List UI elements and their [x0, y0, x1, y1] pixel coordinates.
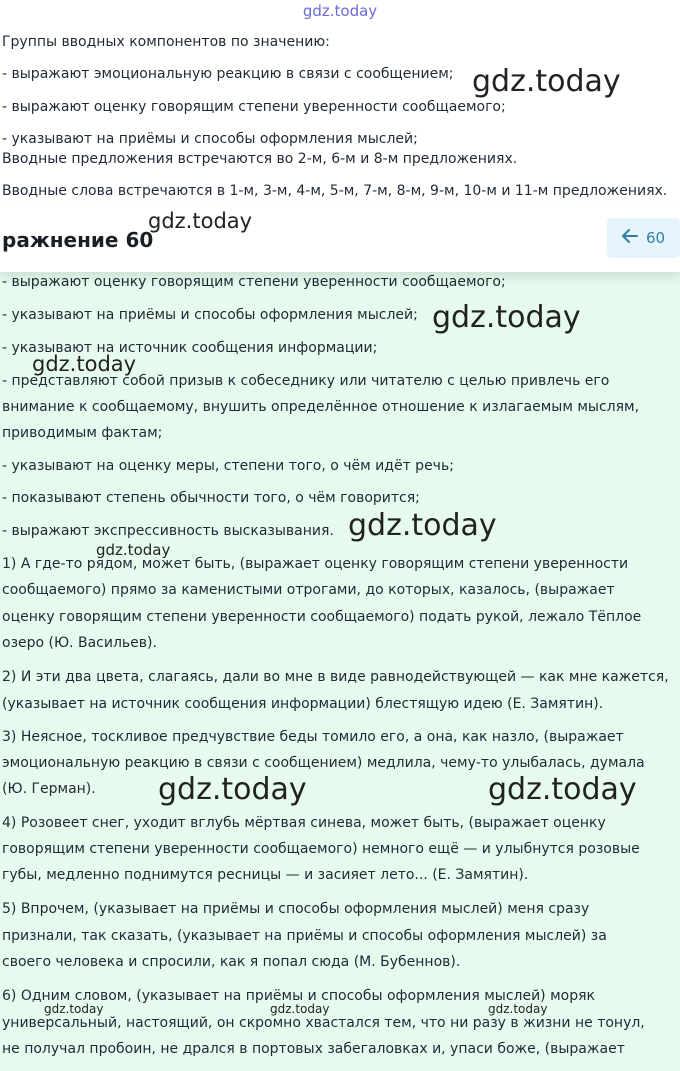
- paragraph-line: не получал пробоин, не дрался в портовых забегаловках и, упаси боже, (выражает: [2, 1041, 625, 1057]
- previous-exercise-label: 60: [645, 229, 666, 247]
- paragraph-line: универсальный, настоящий, он скромно хвастался тем, что ни разу в жизни не тонул,: [2, 1015, 645, 1031]
- top-watermark: gdz.today: [302, 2, 378, 20]
- paragraph-line: (указывает на источник сообщения информации) блестящую идею (Е. Замятин).: [2, 696, 604, 712]
- exercise-header: [0, 206, 680, 272]
- watermark: gdz.today: [348, 508, 497, 543]
- paragraph-line: своего человека и спросили, как я попал сюда (М. Бубеннов).: [2, 954, 461, 970]
- words-note: Вводные слова встречаются в 1-м, 3-м, 4-м, 5-м, 7-м, 8-м, 9-м, 10-м и 11-м предложениях.: [2, 183, 668, 199]
- list-item: - представляют собой призыв к собеседнику или читателю с целью привлечь его: [2, 373, 610, 389]
- list-item: - показывают степень обычности того, о чём говорится;: [2, 490, 420, 506]
- watermark: gdz.today: [158, 772, 307, 807]
- paragraph-line: 6) Одним словом, (указывает на приёмы и способы оформления мыслей) моряк: [2, 988, 595, 1004]
- watermark: gdz.today: [44, 1002, 104, 1016]
- list-item: - выражают экспрессивность высказывания.: [2, 523, 334, 539]
- watermark: gdz.today: [96, 541, 171, 559]
- paragraph-line: 1) А где-то рядом, может быть, (выражает оценку говорящим степени уверенности: [2, 556, 629, 572]
- list-item: - указывают на источник сообщения информации;: [2, 340, 378, 356]
- watermark: gdz.today: [488, 772, 637, 807]
- list-item: внимание к сообщаемому, внушить определённое отношение к излагаемым мыслям,: [2, 399, 640, 415]
- list-item: приводимым фактам;: [2, 425, 163, 441]
- intro-item: - выражают эмоциональную реакцию в связи с сообщением;: [2, 66, 454, 82]
- paragraph-line: говорящим степени уверенности сообщаемого) немного ещё — и улыбнутся розовые: [2, 841, 640, 857]
- paragraph-line: сообщаемого) прямо за каменистыми отрогами, до которых, казалось, (выражает: [2, 582, 615, 598]
- paragraph-line: эмоциональную реакцию в связи с сообщением) медлила, чему-то улыбалась, думала: [2, 755, 645, 771]
- paragraph-line: озеро (Ю. Васильев).: [2, 635, 157, 651]
- paragraph-line: 4) Розовеет снег, уходит вглубь мёртвая синева, может быть, (выражает оценку: [2, 815, 606, 831]
- list-item: - выражают оценку говорящим степени уверенности сообщаемого;: [2, 274, 506, 290]
- sentences-note: Вводные предложения встречаются во 2-м, 6-м и 8-м предложениях.: [2, 151, 518, 167]
- watermark: gdz.today: [32, 352, 137, 376]
- exercise-title: ражнение 60: [2, 228, 154, 252]
- intro-item: - выражают оценку говорящим степени уверенности сообщаемого;: [2, 99, 506, 115]
- list-item: - указывают на приёмы и способы оформления мыслей;: [2, 307, 418, 323]
- arrow-left-icon: [622, 229, 638, 247]
- paragraph-line: признали, так сказать, (указывает на приёмы и способы оформления мыслей) за: [2, 928, 607, 944]
- watermark: gdz.today: [472, 64, 621, 99]
- intro-heading: Группы вводных компонентов по значению:: [2, 34, 330, 50]
- list-item: - указывают на оценку меры, степени того, о чём идёт речь;: [2, 458, 454, 474]
- paragraph-line: оценку говорящим степени уверенности сообщаемого) подать рукой, лежало Тёплое: [2, 609, 642, 625]
- paragraph-line: 2) И эти два цвета, слагаясь, дали во мне в виде равнодействующей — как мне кажется,: [2, 669, 669, 685]
- watermark: gdz.today: [432, 300, 581, 335]
- intro-item: - указывают на приёмы и способы оформления мыслей;: [2, 131, 418, 147]
- paragraph-line: (Ю. Герман).: [2, 781, 96, 797]
- watermark: gdz.today: [270, 1002, 330, 1016]
- watermark: gdz.today: [488, 1002, 548, 1016]
- paragraph-line: 5) Впрочем, (указывает на приёмы и способы оформления мыслей) меня сразу: [2, 901, 590, 917]
- paragraph-line: 3) Неясное, тоскливое предчувствие беды томило его, а она, как назло, (выражает: [2, 729, 624, 745]
- previous-exercise-button[interactable]: [607, 218, 680, 258]
- watermark: gdz.today: [148, 209, 253, 233]
- paragraph-line: губы, медленно поднимутся ресницы — и засияет лето... (Е. Замятин).: [2, 867, 529, 883]
